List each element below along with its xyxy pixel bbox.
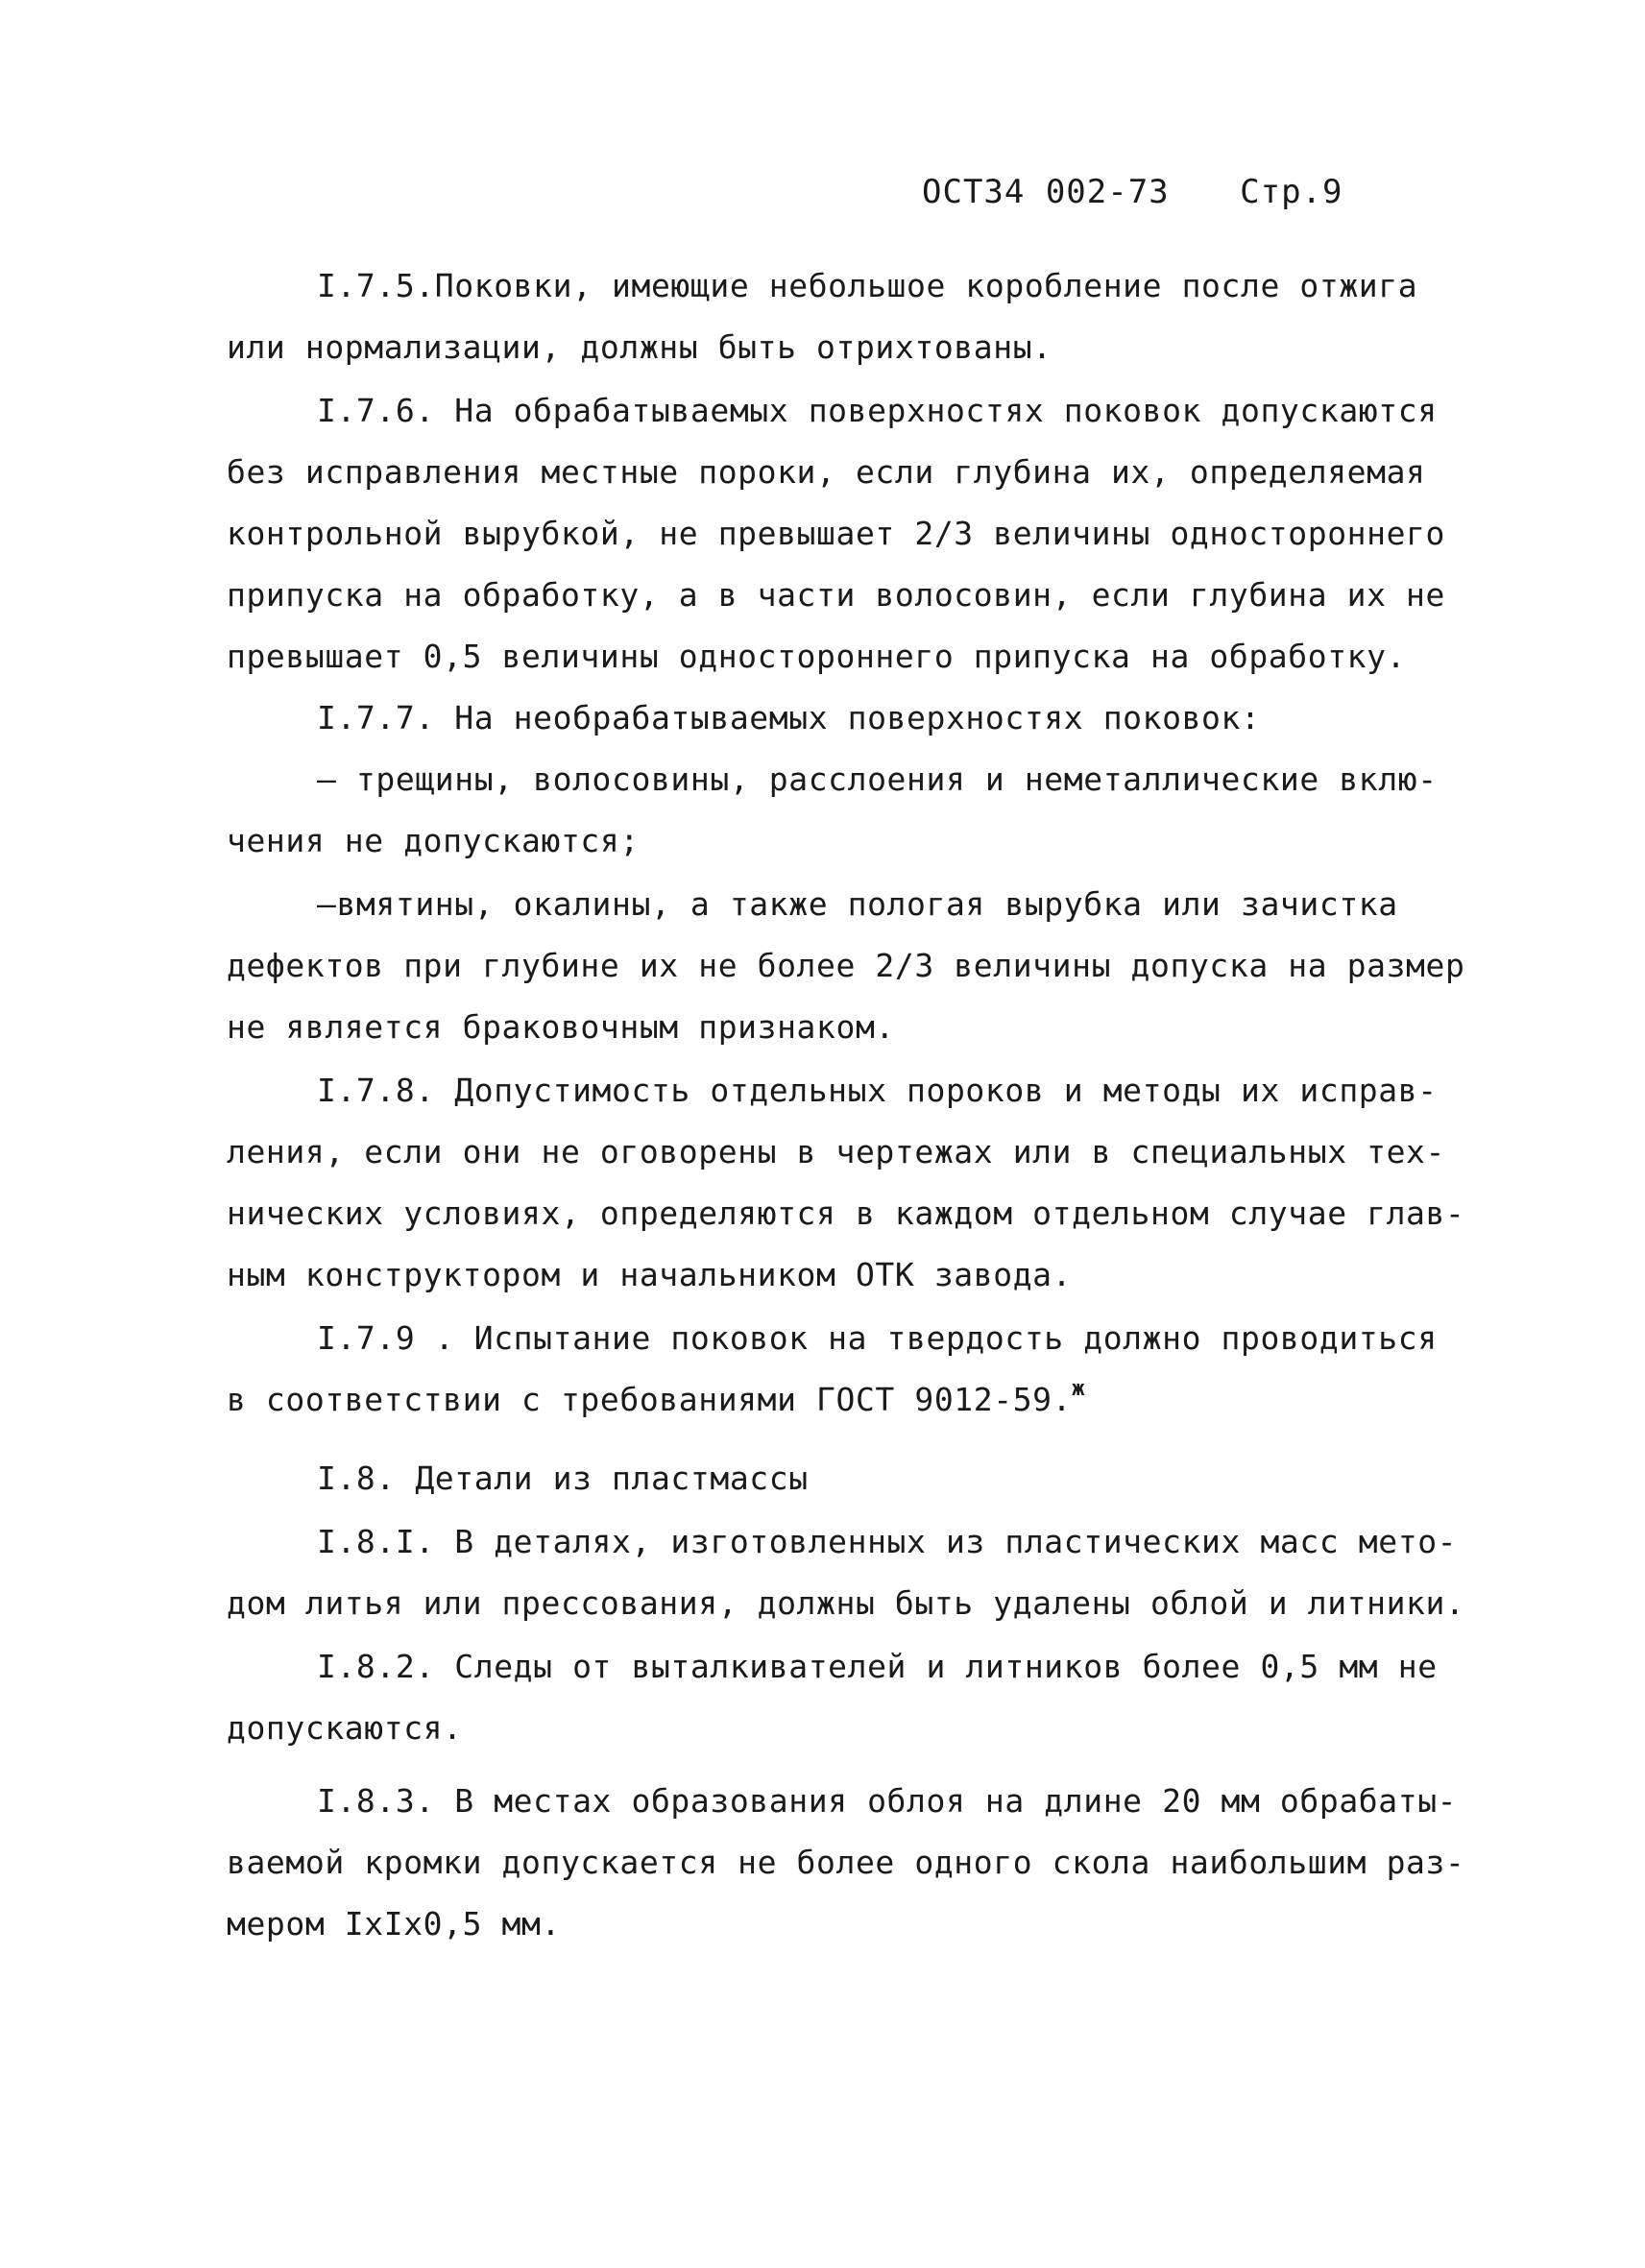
text-line: – трещины, волосовины, расслоения и неметаллические вклю-	[317, 760, 1438, 798]
page-header	[922, 173, 1343, 211]
text-line: дефектов при глубине их не более 2/3 величины допуска на размер	[227, 947, 1465, 984]
text-line: I.8.2. Следы от выталкивателей и литников более 0,5 мм не	[317, 1648, 1438, 1685]
page-number: Стр.9	[1240, 173, 1343, 211]
text-line: в соответствии с требованиями ГОСТ 9012-59.	[227, 1381, 1073, 1418]
text-line: ным конструктором и начальником ОТК завода.	[227, 1256, 1073, 1293]
document-code: ОСТ34 002-73	[922, 173, 1170, 211]
text-line: без исправления местные пороки, если глубина их, определяемая	[227, 453, 1426, 491]
text-line: –вмятины, окалины, а также пологая вырубка или зачистка	[317, 885, 1398, 923]
text-line: допускаются.	[227, 1709, 463, 1747]
text-line: мером IxIx0,5 мм.	[227, 1905, 561, 1942]
text-line: I.7.6. На обрабатываемых поверхностях поковок допускаются	[317, 392, 1438, 429]
text-line: нических условиях, определяются в каждом отдельном случае глав-	[227, 1194, 1465, 1232]
text-line: I.8.I. В деталях, изготовленных из пластических масс мето-	[317, 1523, 1458, 1560]
text-line: I.7.7. На необрабатываемых поверхностях поковок:	[317, 699, 1261, 736]
text-line: припуска на обработку, а в части волосовин, если глубина их не	[227, 576, 1445, 614]
text-line: чения не допускаются;	[227, 822, 640, 859]
text-line: или нормализации, должны быть отрихтованы.	[227, 328, 1052, 366]
text-line: превышает 0,5 величины одностороннего припуска на обработку.	[227, 638, 1407, 675]
text-line: I.8.3. В местах образования облоя на длине 20 мм обрабаты-	[317, 1782, 1458, 1820]
text-line: I.7.5.Поковки, имеющие небольшое коробление после отжига	[317, 267, 1418, 304]
text-line: ления, если они не оговорены в чертежах или в специальных тех-	[227, 1133, 1445, 1170]
text-line-with-footnote	[227, 1377, 1085, 1418]
text-line: не является браковочным признаком.	[227, 1008, 895, 1046]
text-line: I.7.8. Допустимость отдельных пороков и методы их исправ-	[317, 1072, 1438, 1109]
text-line: контрольной вырубкой, не превышает 2/3 величины одностороннего	[227, 515, 1445, 552]
section-heading: I.8. Детали из пластмассы	[317, 1460, 809, 1497]
footnote-marker: ж	[1072, 1377, 1085, 1401]
text-line: дом литья или прессования, должны быть удалены облой и литники.	[227, 1584, 1465, 1622]
text-line: I.7.9 . Испытание поковок на твердость должно проводиться	[317, 1319, 1438, 1357]
text-line: ваемой кромки допускается не более одного скола наибольшим раз-	[227, 1844, 1465, 1881]
